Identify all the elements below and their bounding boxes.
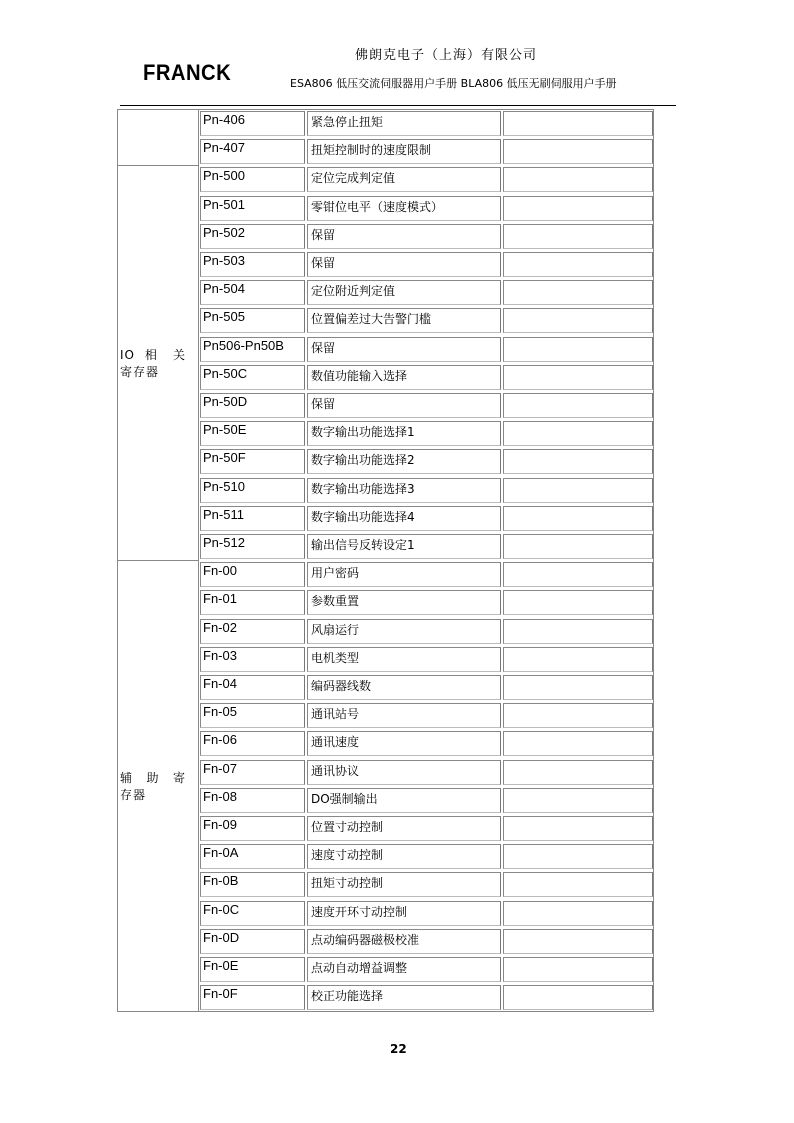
empty-cell — [503, 252, 653, 277]
table-row — [199, 279, 654, 307]
parameter-code: Fn-06 — [200, 731, 305, 756]
parameter-name: 保留 — [307, 224, 501, 249]
group-cell — [118, 561, 199, 1012]
parameter-name: 通讯站号 — [307, 703, 501, 728]
empty-cell — [503, 957, 653, 982]
table-row — [199, 307, 654, 335]
parameter-name: 通讯速度 — [307, 731, 501, 756]
table-row — [199, 223, 654, 251]
table-row — [199, 477, 654, 505]
parameter-code: Fn-09 — [200, 816, 305, 841]
parameter-code: Pn-50C — [200, 365, 305, 390]
table-row — [199, 251, 654, 279]
parameter-name: 定位完成判定值 — [307, 167, 501, 192]
empty-cell — [503, 506, 653, 531]
parameter-name: 电机类型 — [307, 647, 501, 672]
empty-cell — [503, 139, 653, 164]
table-row — [199, 815, 654, 843]
table-row — [199, 364, 654, 392]
group-label: IO 相 关 寄存器 — [120, 347, 186, 379]
parameter-name: 紧急停止扭矩 — [307, 111, 501, 136]
table-row — [199, 618, 654, 646]
parameter-code: Fn-02 — [200, 619, 305, 644]
parameter-name: 输出信号反转设定1 — [307, 534, 501, 559]
header-rule — [120, 105, 676, 106]
parameter-code: Fn-0B — [200, 872, 305, 897]
parameter-code: Pn-504 — [200, 280, 305, 305]
parameter-name: 编码器线数 — [307, 675, 501, 700]
empty-cell — [503, 731, 653, 756]
manual-subtitle: ESA806 低压交流伺服器用户手册 BLA806 低压无刷伺服用户手册 — [290, 77, 617, 90]
table-row — [199, 138, 654, 166]
table-row — [199, 674, 654, 702]
group-cell — [118, 110, 199, 166]
parameter-code: Fn-0A — [200, 844, 305, 869]
empty-cell — [503, 816, 653, 841]
parameter-code: Pn-407 — [200, 139, 305, 164]
parameter-name: 参数重置 — [307, 590, 501, 615]
table-row — [199, 448, 654, 476]
parameter-name: 定位附近判定值 — [307, 280, 501, 305]
table-row — [199, 843, 654, 871]
empty-cell — [503, 308, 653, 333]
parameter-name: 位置寸动控制 — [307, 816, 501, 841]
parameter-code: Pn-505 — [200, 308, 305, 333]
parameter-name: 扭矩寸动控制 — [307, 872, 501, 897]
parameter-name: 数值功能输入选择 — [307, 365, 501, 390]
parameter-code: Pn-501 — [200, 196, 305, 221]
empty-cell — [503, 788, 653, 813]
parameter-name: 通讯协议 — [307, 760, 501, 785]
parameter-name: 风扇运行 — [307, 619, 501, 644]
table-row — [199, 928, 654, 956]
parameter-name: 保留 — [307, 393, 501, 418]
parameter-code: Fn-0C — [200, 901, 305, 926]
table-row — [199, 646, 654, 674]
empty-cell — [503, 562, 653, 587]
table-row — [199, 589, 654, 617]
parameter-name: 数字输出功能选择2 — [307, 449, 501, 474]
empty-cell — [503, 534, 653, 559]
parameter-code: Pn-406 — [200, 111, 305, 136]
table-row — [199, 110, 654, 138]
parameter-name: 保留 — [307, 252, 501, 277]
parameter-name: 速度开环寸动控制 — [307, 901, 501, 926]
empty-cell — [503, 901, 653, 926]
parameter-code: Fn-04 — [200, 675, 305, 700]
table-row — [199, 787, 654, 815]
parameter-code: Fn-03 — [200, 647, 305, 672]
parameter-name: 用户密码 — [307, 562, 501, 587]
parameter-code: Pn-512 — [200, 534, 305, 559]
parameter-name: 点动编码器磁极校准 — [307, 929, 501, 954]
empty-cell — [503, 675, 653, 700]
empty-cell — [503, 844, 653, 869]
parameter-name: 校正功能选择 — [307, 985, 501, 1010]
parameter-code: Fn-07 — [200, 760, 305, 785]
empty-cell — [503, 590, 653, 615]
empty-cell — [503, 449, 653, 474]
parameter-name: 位置偏差过大告警门槛 — [307, 308, 501, 333]
empty-cell — [503, 872, 653, 897]
empty-cell — [503, 421, 653, 446]
empty-cell — [503, 196, 653, 221]
parameter-code: Fn-0E — [200, 957, 305, 982]
empty-cell — [503, 111, 653, 136]
parameter-code: Fn-05 — [200, 703, 305, 728]
table-row — [199, 166, 654, 194]
table-row — [199, 759, 654, 787]
logo: FRANCK — [143, 60, 232, 85]
empty-cell — [503, 985, 653, 1010]
parameter-code: Pn-50E — [200, 421, 305, 446]
parameter-name: 数字输出功能选择4 — [307, 506, 501, 531]
table-row — [199, 392, 654, 420]
parameter-name: 点动自动增益调整 — [307, 957, 501, 982]
parameter-table — [117, 109, 654, 1012]
parameter-name: 保留 — [307, 337, 501, 362]
table-row — [199, 505, 654, 533]
parameter-code: Fn-0F — [200, 985, 305, 1010]
parameter-code: Fn-00 — [200, 562, 305, 587]
parameter-name: 扭矩控制时的速度限制 — [307, 139, 501, 164]
table-row — [199, 195, 654, 223]
parameter-code: Pn-502 — [200, 224, 305, 249]
parameter-name: 数字输出功能选择1 — [307, 421, 501, 446]
empty-cell — [503, 703, 653, 728]
parameter-code: Pn-510 — [200, 478, 305, 503]
table-row — [199, 702, 654, 730]
empty-cell — [503, 760, 653, 785]
parameter-name: DO强制输出 — [307, 788, 501, 813]
parameter-code: Pn-511 — [200, 506, 305, 531]
table-row — [199, 984, 654, 1012]
parameter-code: Pn-50D — [200, 393, 305, 418]
empty-cell — [503, 224, 653, 249]
table-row — [199, 730, 654, 758]
table-row — [199, 871, 654, 899]
empty-cell — [503, 647, 653, 672]
parameter-code: Pn-50F — [200, 449, 305, 474]
group-label: 辅 助 寄 存器 — [120, 770, 186, 802]
parameter-name: 零钳位电平（速度模式） — [307, 196, 501, 221]
empty-cell — [503, 280, 653, 305]
parameter-name: 数字输出功能选择3 — [307, 478, 501, 503]
table-row — [199, 336, 654, 364]
table-row — [199, 900, 654, 928]
empty-cell — [503, 167, 653, 192]
parameter-code: Pn-500 — [200, 167, 305, 192]
parameter-name: 速度寸动控制 — [307, 844, 501, 869]
parameter-code: Fn-01 — [200, 590, 305, 615]
table-row — [199, 956, 654, 984]
empty-cell — [503, 478, 653, 503]
table-row — [199, 420, 654, 448]
empty-cell — [503, 619, 653, 644]
parameter-code: Pn506-Pn50B — [200, 337, 305, 362]
empty-cell — [503, 337, 653, 362]
empty-cell — [503, 393, 653, 418]
empty-cell — [503, 365, 653, 390]
table-row — [199, 561, 654, 589]
company-name: 佛朗克电子（上海）有限公司 — [355, 48, 538, 63]
parameter-code: Fn-08 — [200, 788, 305, 813]
parameter-code: Fn-0D — [200, 929, 305, 954]
empty-cell — [503, 929, 653, 954]
parameter-code: Pn-503 — [200, 252, 305, 277]
group-cell — [118, 166, 199, 561]
page-number: 22 — [390, 1042, 407, 1056]
table-row — [199, 533, 654, 561]
